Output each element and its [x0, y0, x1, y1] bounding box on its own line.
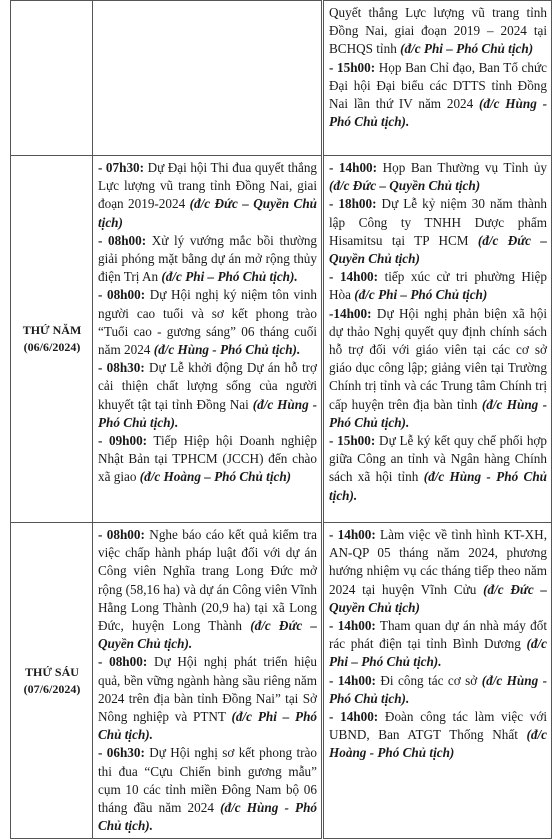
- schedule-body: [11, 1, 552, 839]
- schedule-table: [10, 0, 552, 839]
- item-official: (đ/c Hùng - Phó Chủ tịch).: [98, 800, 317, 834]
- schedule-item: [329, 268, 547, 304]
- schedule-item: [98, 159, 317, 232]
- item-text: Làm việc về tình hình KT-XH, AN-QP 05 tháng năm 2024, phương hướng nhiệm vụ các tháng tiếp theo năm 2024 tại huyện Vĩnh Cửu: [329, 527, 547, 597]
- afternoon-cell: [323, 1, 552, 156]
- item-time: - 14h00:: [329, 527, 376, 542]
- item-official: (đ/c Hùng - Phó Chủ tịch).: [329, 96, 547, 130]
- item-time: - 14h00:: [329, 618, 376, 634]
- schedule-item: [98, 744, 317, 835]
- item-official: (đ/c Hoàng - Phó Chủ tịch): [329, 727, 547, 761]
- item-text: Xử lý vướng mắc bồi thường giải phóng mặt bằng dự án mở rộng thủy điện Trị An: [98, 232, 318, 285]
- item-official: (đ/c Hùng - Phó Chủ tịch).: [329, 396, 547, 430]
- item-text: Tiếp Hiệp hội Doanh nghiệp Nhật Bản tại TPHCM (JCCH) đến chào xã giao: [98, 433, 317, 485]
- item-time: - 15h00:: [329, 59, 376, 75]
- item-text: Họp Ban Thường vụ Tỉnh ủy: [382, 160, 548, 175]
- item-official: (đ/c Hoàng – Phó Chủ tịch): [139, 469, 292, 485]
- item-official: (đ/c Đức – Quyền Chủ tịch): [329, 581, 548, 615]
- item-text: Dự Hội nghị ký niệm tôn vinh người cao tuổi và sơ kết phong trào “Tuổi cao - gương sáng” 06 tháng cuối năm 2024: [98, 287, 317, 358]
- schedule-item: [329, 672, 547, 708]
- item-text: Dự Lễ ký kết quy chế phối hợp giữa Công an tỉnh và Ngân hàng Chính sách xã hội tỉnh: [329, 433, 547, 485]
- day-cell: [11, 523, 93, 839]
- afternoon-cell: [323, 523, 552, 839]
- schedule-row: [11, 523, 552, 839]
- item-official: (đ/c Đức – Quyền Chủ tịch): [329, 178, 481, 194]
- item-official: (đ/c Đức – Quyền Chủ tịch).: [98, 618, 318, 652]
- schedule-item: [329, 4, 547, 59]
- item-time: - 18h00:: [329, 196, 377, 212]
- item-time: - 14h00:: [329, 672, 376, 688]
- schedule-row: [11, 156, 552, 523]
- item-official: (đ/c Phi – Phó Chủ tịch).: [98, 709, 318, 743]
- schedule-item: [329, 432, 547, 505]
- item-time: -14h00:: [329, 305, 372, 321]
- schedule-item: [329, 195, 547, 268]
- item-official: (đ/c Đức – Quyền Chủ tịch): [329, 232, 547, 267]
- day-date: (07/6/2024): [23, 681, 81, 696]
- schedule-item: [98, 653, 317, 744]
- item-text: Nghe báo cáo kết quả kiểm tra việc chấp hành pháp luật đối với dự án Công viên Nghĩa trang Long Đức mở rộng (58,16 ha) và dự án Công viên Vĩnh Hằng Long Thành (20,9 ha) tại xã Long Đức, huyện Long Thành: [98, 527, 317, 634]
- day-date: (06/6/2024): [23, 340, 81, 354]
- item-text: Dự Hội nghị phát triển hiệu quả, bền vững ngành hàng sầu riêng năm 2024 trên địa bàn tỉnh Đồng Nai” tại Sở Nông nghiệp và PTNT: [98, 654, 317, 725]
- morning-cell: [93, 523, 323, 839]
- schedule-item: [98, 526, 317, 653]
- schedule-item: [98, 286, 317, 359]
- item-text: Họp Ban Chỉ đạo, Ban Tổ chức Đại hội Đại biểu các DTTS tỉnh Đồng Nai lần thứ IV năm 2024: [329, 59, 547, 112]
- schedule-item: [329, 159, 547, 195]
- item-text: Tham quan dự án nhà máy đốt rác phát điện tại tỉnh Bình Dương: [329, 618, 547, 652]
- item-text: Đi công tác cơ sở: [380, 672, 478, 688]
- item-time: - 14h00:: [329, 709, 379, 725]
- item-official: (đ/c Hùng - Phó Chủ tịch).: [329, 672, 548, 706]
- day-name: THỨ SÁU: [25, 664, 79, 679]
- item-text: Dự Lễ kỷ niệm 30 năm thành lập Công ty TNHH Dược phẩm Hisamitsu tại TP HCM: [329, 196, 548, 248]
- item-time: - 08h30:: [98, 360, 145, 376]
- day-cell: [11, 1, 93, 156]
- item-text: Dự Đại hội Thi đua quyết thắng Lực lượng vũ trang tỉnh Đồng Nai, giai đoạn 2019-2024: [98, 160, 318, 212]
- item-text: Quyết thắng Lực lượng vũ trang tỉnh Đồng Nai, giai đoạn 2019 – 2024 tại BCHQS tỉnh: [329, 5, 547, 57]
- schedule-item: [98, 232, 317, 287]
- item-text: tiếp xúc cử tri phường Hiệp Hòa: [329, 269, 547, 303]
- item-official: (đ/c Phi – Phó Chủ tịch).: [329, 636, 547, 670]
- morning-cell: [93, 1, 323, 156]
- item-official: (đ/c Phi – Phó Chủ tịch): [354, 287, 488, 303]
- item-official: (đ/c Hùng - Phó Chủ tịch).: [153, 342, 301, 358]
- schedule-row: [11, 1, 552, 156]
- schedule-item: [329, 305, 547, 432]
- item-time: - 08h00:: [98, 232, 147, 248]
- item-official: (đ/c Phi – Phó Chủ tịch).: [161, 269, 298, 285]
- item-text: Đoàn công tác làm việc với UBND, Ban ATGT Thống Nhất: [329, 709, 547, 743]
- item-time: - 14h00:: [329, 160, 378, 175]
- morning-cell: [93, 156, 323, 523]
- item-text: Dự Hội nghị sơ kết phong trào thi đua “Cựu Chiến binh gương mẫu” cụm 10 các tỉnh miền Đông Nam bộ 06 tháng đầu năm 2024: [98, 745, 317, 816]
- item-time: - 07h30:: [98, 160, 145, 175]
- item-official: (đ/c Đức – Quyền Chủ tịch): [98, 196, 317, 230]
- schedule-item: [98, 432, 317, 487]
- item-time: - 14h00:: [329, 269, 379, 285]
- schedule-item: [329, 617, 547, 672]
- day-cell: [11, 156, 93, 523]
- schedule-item: [329, 59, 547, 132]
- item-time: - 08h00:: [98, 527, 145, 542]
- item-time: - 15h00:: [329, 433, 376, 449]
- item-time: - 06h30:: [98, 745, 145, 761]
- day-name: THỨ NĂM: [22, 323, 82, 337]
- item-official: (đ/c Hùng - Phó Chủ tịch).: [329, 469, 547, 503]
- item-text: Dự Hội nghị phản biện xã hội dự thảo Nghị quyết quy định chính sách hỗ trợ đối với giáo viên tại các cơ sở giáo dục công lập; giảng viên tại Trường Chính trị tỉnh và các Trung tâm Chính trị cấp huyện trên địa bàn tỉnh: [329, 305, 547, 412]
- item-official: (đ/c Hùng - Phó Chủ tịch).: [98, 396, 317, 430]
- afternoon-cell: [323, 156, 552, 523]
- item-time: - 08h00:: [98, 287, 146, 303]
- schedule-item: [329, 708, 547, 763]
- item-time: - 09h00:: [98, 433, 148, 449]
- item-text: Dự Lễ khởi động Dự án hỗ trợ cải thiện chất lượng sống của người khuyết tật tại tỉnh Đồng Nai: [98, 360, 317, 412]
- item-time: - 08h00:: [98, 654, 148, 670]
- schedule-item: [329, 526, 547, 617]
- item-official: (đ/c Phi – Phó Chủ tịch): [400, 41, 534, 57]
- schedule-item: [98, 359, 317, 432]
